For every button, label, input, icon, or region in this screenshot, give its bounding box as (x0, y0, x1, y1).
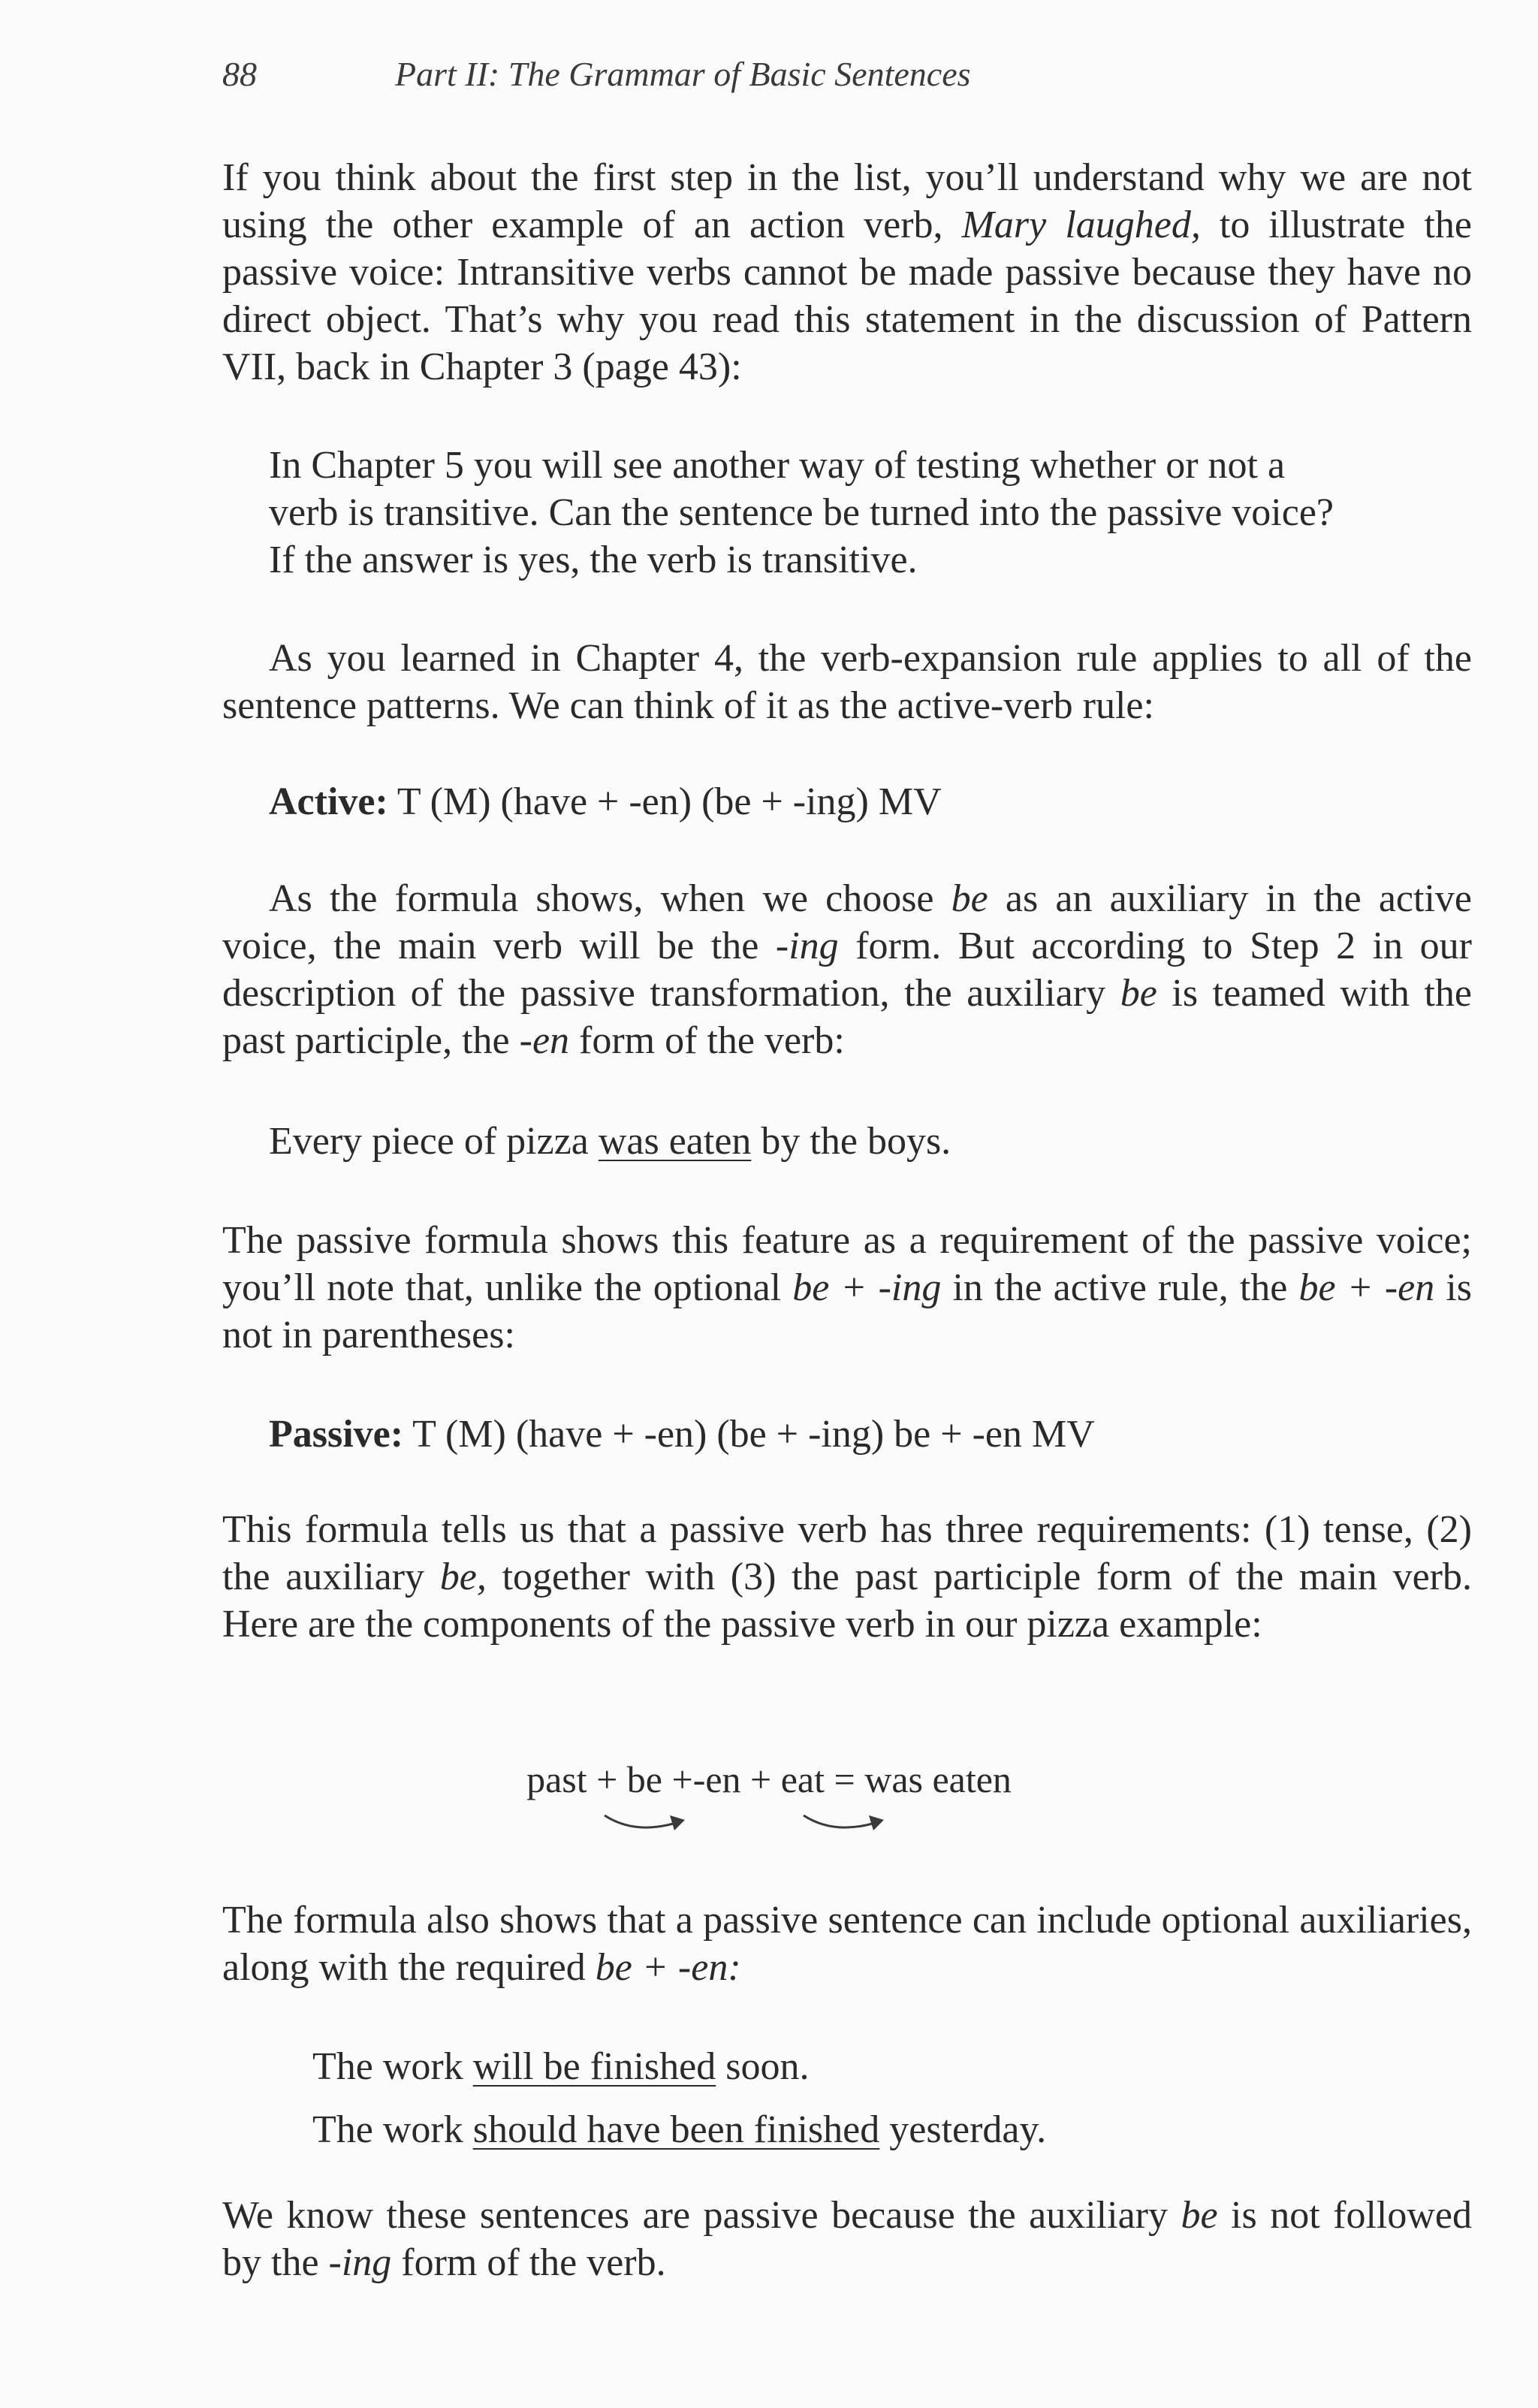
derivation-formula: past + be +-en + eat = was eaten (526, 1758, 1012, 1800)
paragraph-3: As the formula shows, when we choose be as an auxiliary in the active voice, the main verb will be the -ing form. But according to Step 2 in our description of the passive transformation, the auxiliary be is teamed with the past participle, the -en form of the verb: (222, 877, 1472, 1062)
running-title: Part II: The Grammar of Basic Sentences (395, 55, 971, 93)
paragraph-7: We know these sentences are passive because the auxiliary be is not followed by the -ing form of the verb. (222, 2194, 1472, 2284)
underlined-verb: was eaten (598, 1120, 752, 1163)
example-sentences (222, 2035, 1472, 2162)
running-header (222, 54, 971, 94)
example-sentence-3: The work should have been finished yesterday. (312, 2108, 1047, 2151)
block-quote: In Chapter 5 you will see another way of testing whether or not a verb is transitive. Can the sentence be turned into the passive voice? If the answer is yes, the verb is transitive. (269, 444, 1334, 581)
active-rule-label: Active: (269, 780, 388, 823)
passive-rule-label: Passive: (269, 1413, 404, 1456)
paragraph-5: This formula tells us that a passive verb has three requirements: (1) tense, (2) the auxiliary be, together with (3) the past participle form of the main verb. Here are the components of the passive verb in our pizza example: (222, 1508, 1472, 1646)
example-mary-laughed: Mary laughed, (961, 204, 1201, 246)
curved-arrow-icon (601, 1806, 698, 1844)
page-number: 88 (222, 55, 257, 93)
paragraph-6: The formula also shows that a passive sentence can include optional auxiliaries, along with the required be + -en: (222, 1899, 1472, 1989)
example-sentence-2: The work will be finished soon. (312, 2045, 810, 2088)
paragraph-1: If you think about the first step in the list, you’ll understand why we are not using the other example of an action verb, Mary laughed, to illustrate the passive voice: Intransitive verbs cannot be made passive because they have no direct object. That’s why you read this statement in the discussion of Pattern VII, back in Chapter 3 (page 43): (222, 156, 1472, 388)
paragraph-4: The passive formula shows this feature as a requirement of the passive voice; you’ll note that, unlike the optional be + -ing in the active rule, the be + -en is not in parentheses: (222, 1219, 1473, 1356)
example-sentence-1: Every piece of pizza was eaten by the boys. (269, 1120, 951, 1163)
passive-rule-formula: T (M) (have + -en) (be + -ing) be + -en MV (403, 1413, 1095, 1456)
passive-rule (222, 1411, 1472, 1458)
active-rule (222, 778, 1472, 825)
curved-arrow-icon (800, 1806, 897, 1844)
paragraph-2: As you learned in Chapter 4, the verb-expansion rule applies to all of the sentence patterns. We can think of it as the active-verb rule: (222, 637, 1472, 727)
active-rule-formula: T (M) (have + -en) (be + -ing) MV (388, 780, 942, 823)
